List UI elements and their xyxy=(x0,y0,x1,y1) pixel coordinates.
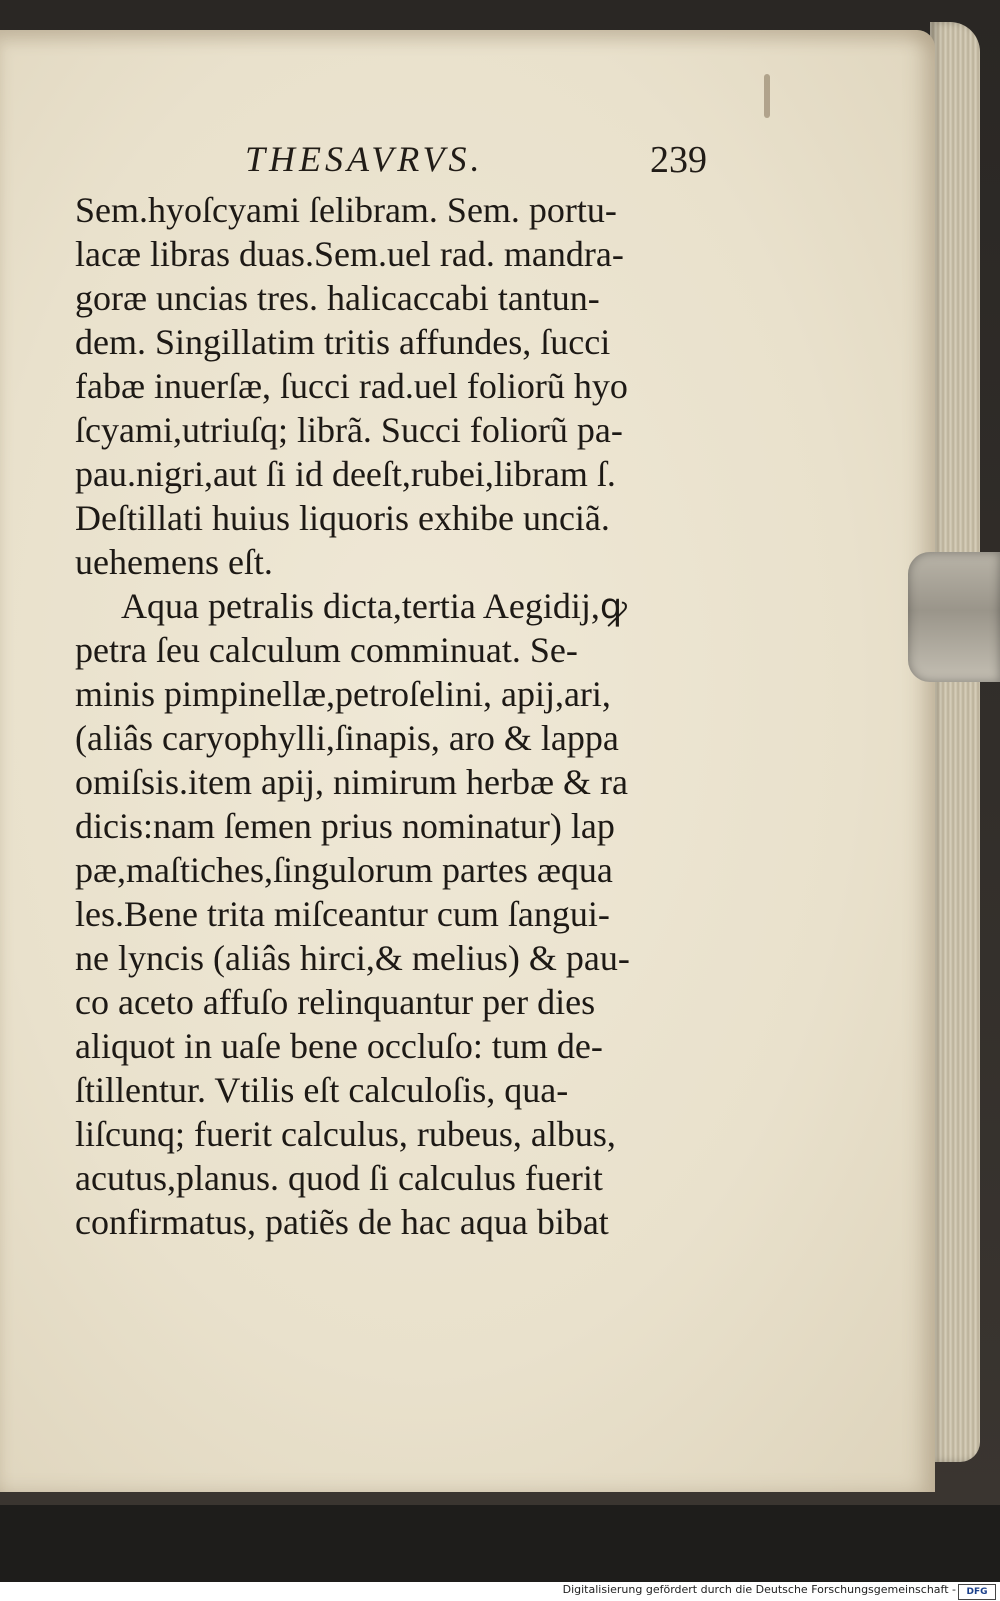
digitization-footer xyxy=(0,1582,1000,1601)
text-block xyxy=(75,188,715,1244)
text-line: dicis:nam ſemen prius nominatur) lap xyxy=(75,806,615,846)
running-title: THESAVRVS. xyxy=(245,139,484,179)
funding-credit: Digitalisierung gefördert durch die Deutsche Forschungsgemeinschaft - xyxy=(562,1583,956,1596)
text-line: Sem.hyoſcyami ſelibram. Sem. portu- xyxy=(75,190,617,230)
paragraph-start-line: Aqua petralis dicta,tertia Aegidij,ꝙ xyxy=(121,586,627,626)
text-line: acutus,planus. quod ſi calculus fuerit xyxy=(75,1158,603,1198)
text-line: confirmatus, patiẽs de hac aqua bibat xyxy=(75,1202,609,1242)
text-line: aliquot in uaſe bene occluſo: tum de- xyxy=(75,1026,603,1066)
text-line: co aceto affuſo relinquantur per dies xyxy=(75,982,596,1022)
text-line: pau.nigri,aut ſi id deeſt,rubei,libram ſ. xyxy=(75,454,616,494)
text-line: ſtillentur. Vtilis eſt calculoſis, qua- xyxy=(75,1070,569,1110)
page-number: 239 xyxy=(650,139,707,181)
text-line: Deſtillati huius liquoris exhibe unciã. xyxy=(75,498,610,538)
page-stain xyxy=(764,74,770,118)
text-line: omiſsis.item apij, nimirum herbæ & ra xyxy=(75,762,628,802)
running-head xyxy=(0,138,935,188)
text-line: petra ſeu calculum comminuat. Se- xyxy=(75,630,578,670)
text-line: lacæ libras duas.Sem.uel rad. mandra- xyxy=(75,234,624,274)
text-line: ne lyncis (aliâs hirci,& melius) & pau- xyxy=(75,938,630,978)
text-line: pæ,maſtiches,ſingulorum partes æqua xyxy=(75,850,613,890)
text-line: goræ uncias tres. halicaccabi tantun- xyxy=(75,278,600,318)
bookmark-clip xyxy=(908,552,1000,682)
text-line: fabæ inuerſæ, ſucci rad.uel foliorũ hyo xyxy=(75,366,628,406)
text-line: les.Bene trita miſceantur cum ſangui- xyxy=(75,894,610,934)
text-line: liſcunq; fuerit calculus, rubeus, albus, xyxy=(75,1114,616,1154)
text-line: uehemens eſt. xyxy=(75,542,273,582)
text-line: minis pimpinellæ,petroſelini, apij,ari, xyxy=(75,674,611,714)
text-line: ſcyami,utriuſq; librã. Succi foliorũ pa- xyxy=(75,410,623,450)
page-edges xyxy=(930,22,980,1462)
text-line: (aliâs caryophylli,ſinapis, aro & lappa xyxy=(75,718,619,758)
text-line: dem. Singillatim tritis affundes, ſucci xyxy=(75,322,611,362)
dfg-logo: DFG xyxy=(958,1584,996,1600)
